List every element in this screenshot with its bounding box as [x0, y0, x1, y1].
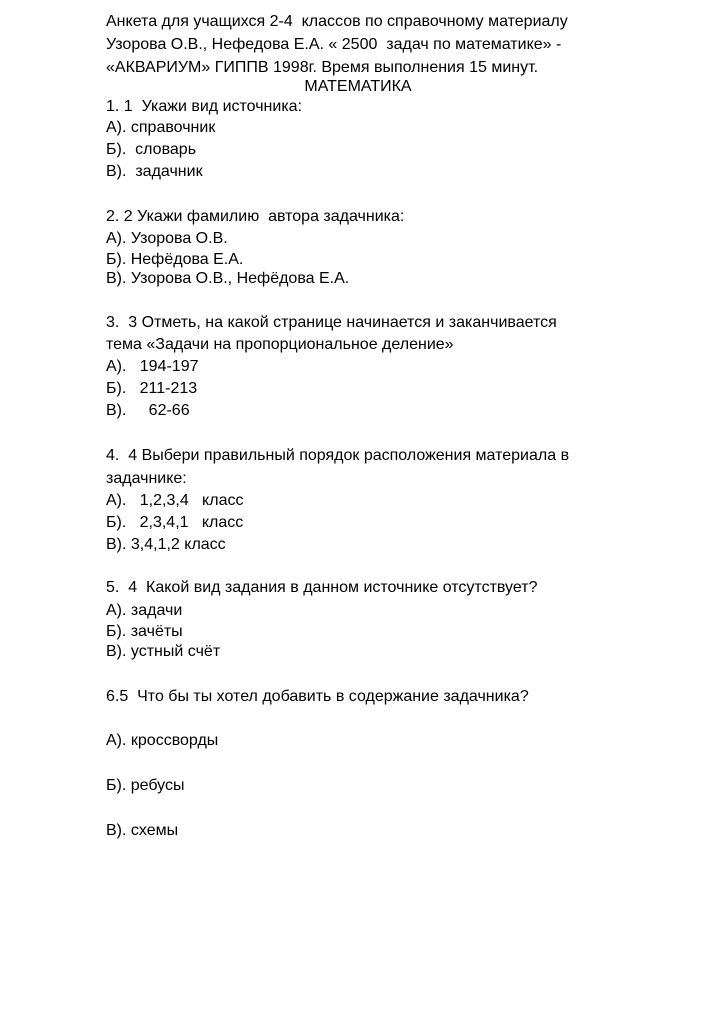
q3-question-line-2: тема «Задачи на пропорциональное деление» — [106, 336, 454, 353]
q4-option-c: В). 3,4,1,2 класс — [106, 536, 226, 553]
q2-option-a: А). Узорова О.В. — [106, 230, 228, 247]
header-line-3: «АКВАРИУМ» ГИППВ 1998г. Время выполнения 15 минут. — [106, 59, 539, 76]
q6-option-b: Б). ребусы — [106, 777, 185, 794]
q6-option-a: А). кроссворды — [106, 732, 219, 749]
q2-question: 2. 2 Укажи фамилию автора задачника: — [106, 208, 405, 225]
q1-option-c: В). задачник — [106, 163, 203, 180]
q3-option-c: В). 62-66 — [106, 402, 190, 419]
header-line-2: Узорова О.В., Нефедова Е.А. « 2500 задач по математике» - — [106, 36, 562, 53]
q5-option-b: Б). зачёты — [106, 623, 183, 640]
q1-option-b: Б). словарь — [106, 141, 197, 158]
header-line-1: Анкета для учащихся 2-4 классов по справочному материалу — [106, 13, 568, 30]
q4-question-line-1: 4. 4 Выбери правильный порядок расположения материала в — [106, 447, 570, 464]
q6-question: 6.5 Что бы ты хотел добавить в содержание задачника? — [106, 688, 529, 705]
q1-question: 1. 1 Укажи вид источника: — [106, 98, 303, 115]
q6-option-c: В). схемы — [106, 822, 179, 839]
q5-question: 5. 4 Какой вид задания в данном источнике отсутствует? — [106, 579, 538, 596]
q1-option-a: А). справочник — [106, 119, 216, 136]
q4-question-line-2: задачнике: — [106, 470, 187, 487]
subject-title: МАТЕМАТИКА — [304, 78, 412, 95]
q4-option-b: Б). 2,3,4,1 класс — [106, 514, 244, 531]
q3-question-line-1: 3. 3 Отметь, на какой странице начинается и заканчивается — [106, 314, 557, 331]
q2-option-c: В). Узорова О.В., Нефёдова Е.А. — [106, 270, 350, 287]
q4-option-a: А). 1,2,3,4 класс — [106, 492, 244, 509]
q5-option-a: А). задачи — [106, 602, 183, 619]
q3-option-a: А). 194-197 — [106, 358, 199, 375]
q5-option-c: В). устный счёт — [106, 643, 221, 660]
q3-option-b: Б). 211-213 — [106, 380, 198, 397]
q2-option-b: Б). Нефёдова Е.А. — [106, 251, 244, 268]
